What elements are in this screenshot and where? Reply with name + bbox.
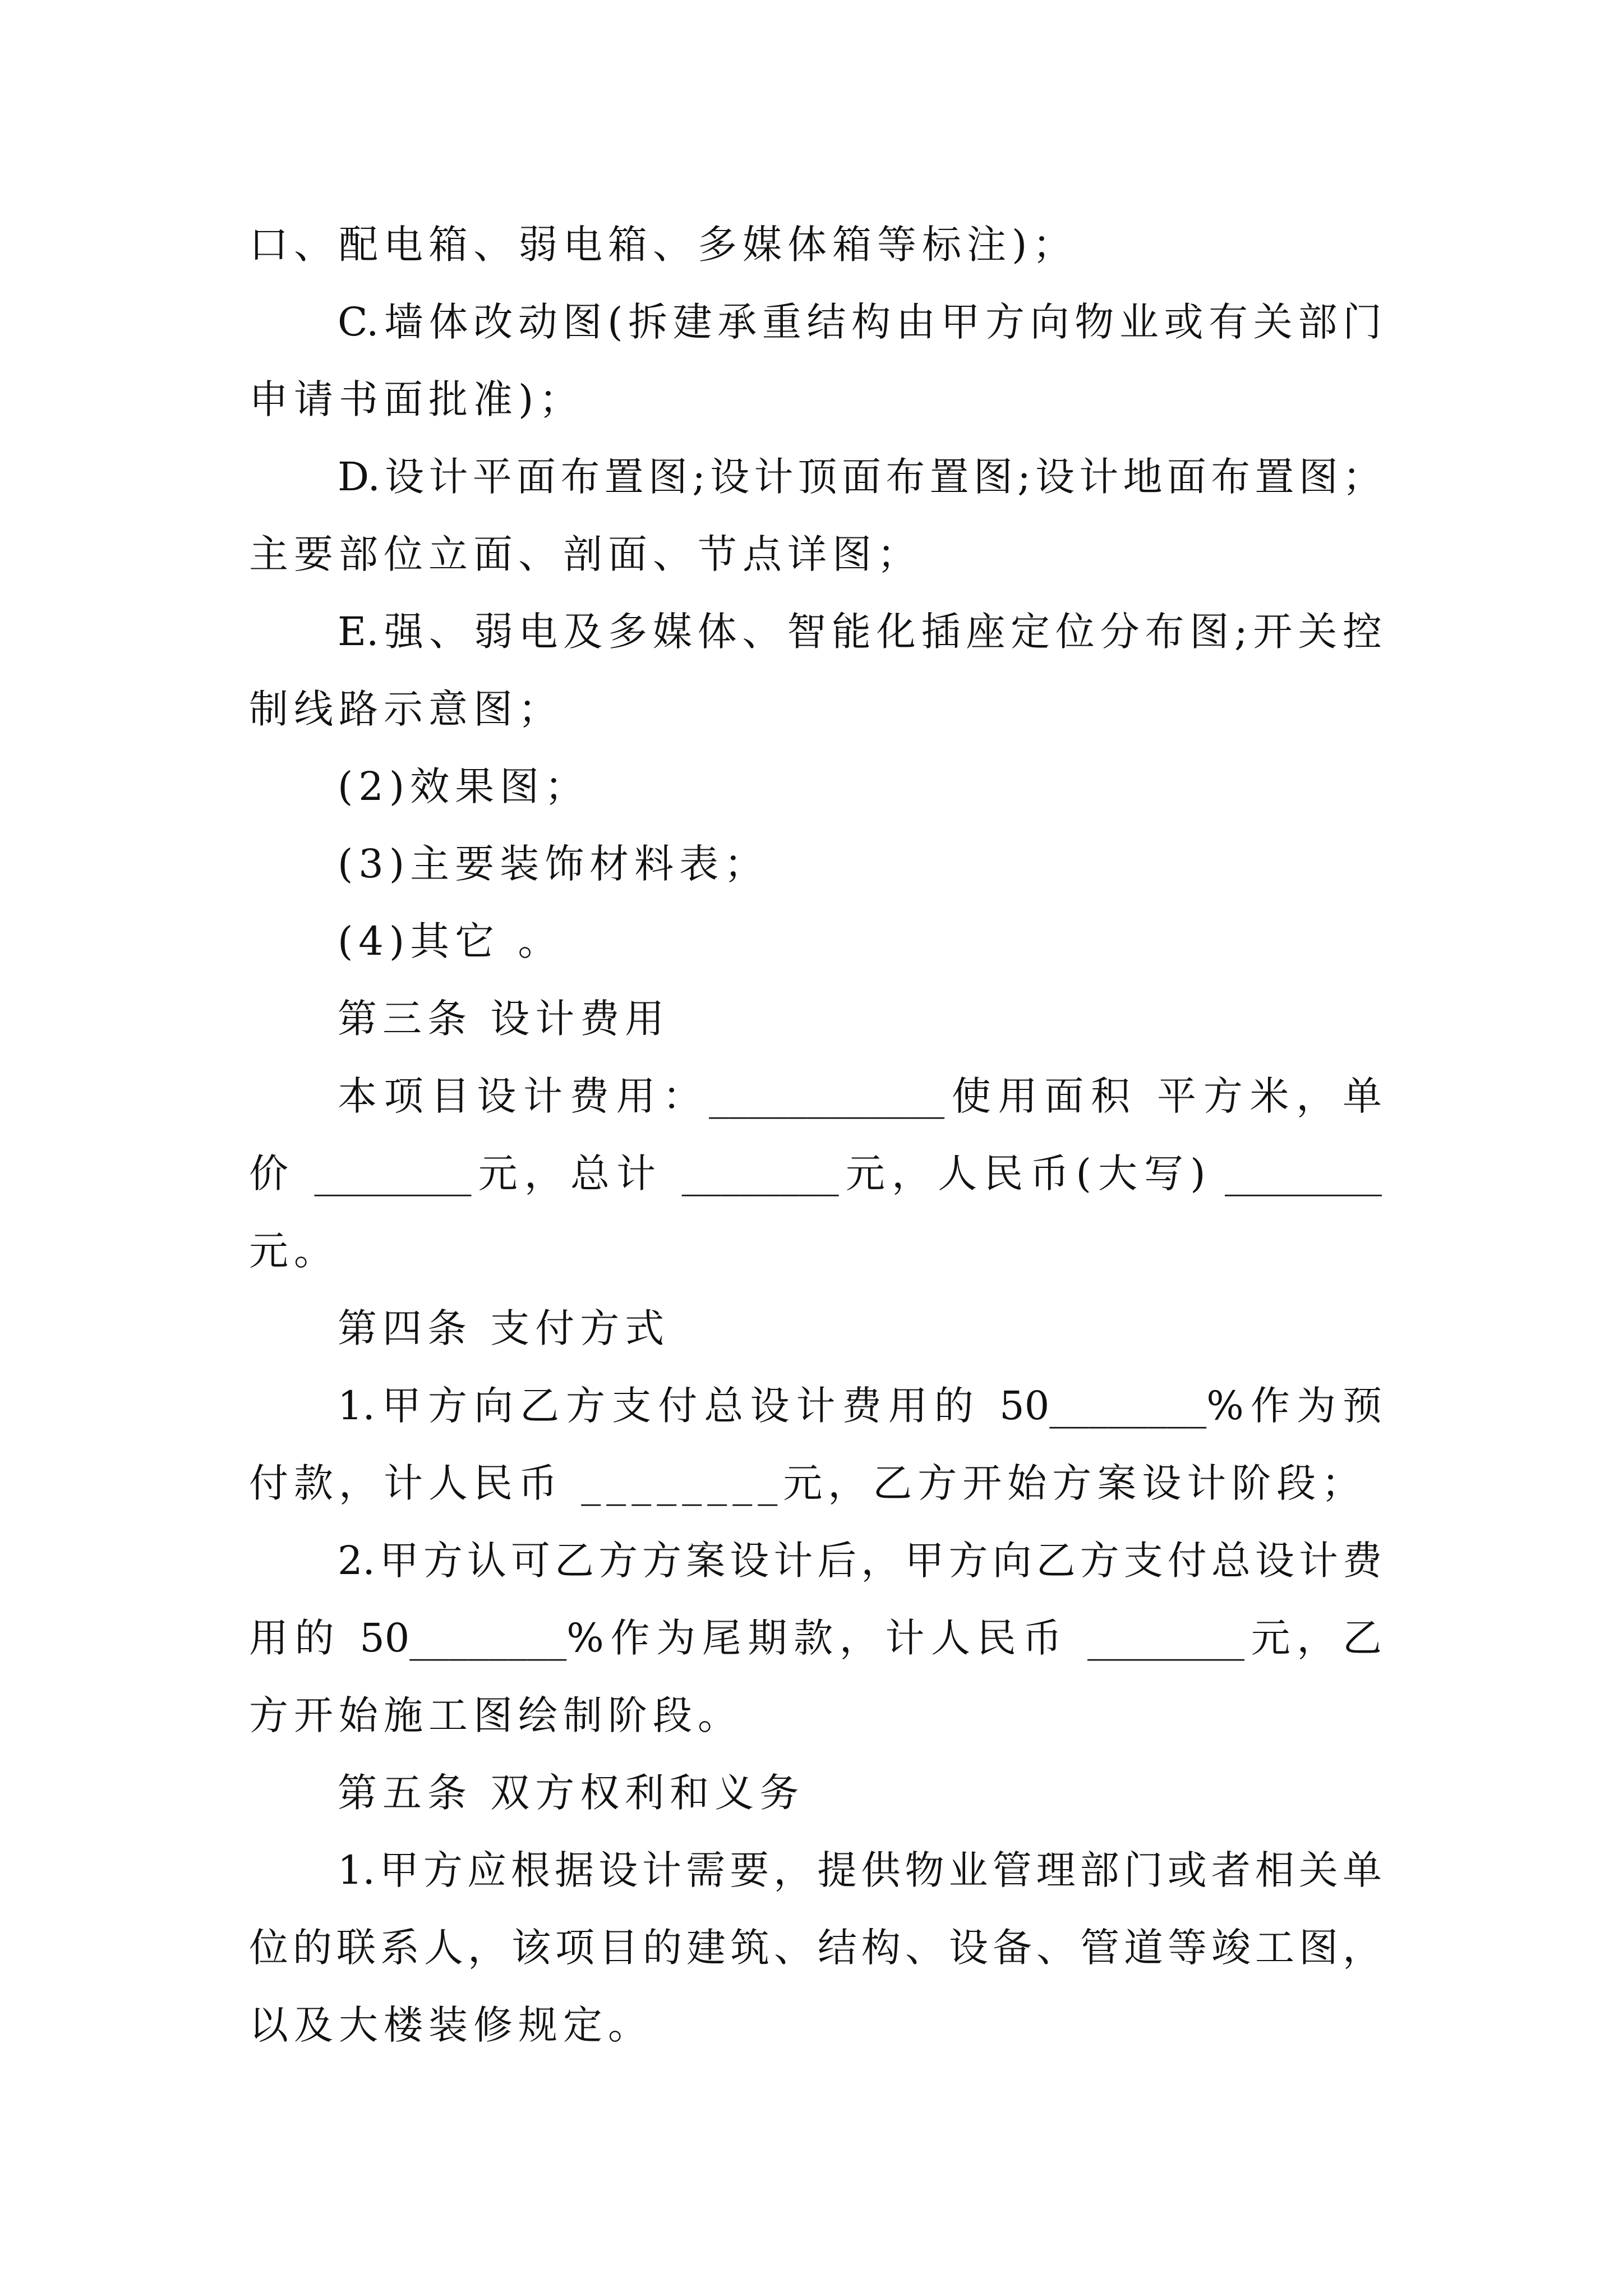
text-line: 1.甲方应根据设计需要，提供物业管理部门或者相关单	[338, 1847, 1382, 1893]
section-heading: 第三条 设计费用	[338, 996, 670, 1042]
section-heading: 第四条 支付方式	[338, 1305, 670, 1351]
text-line: 付款，计人民币 ________元，乙方开始方案设计阶段；	[249, 1460, 1367, 1506]
text-line: 1.甲方向乙方支付总设计费用的 50________%作为预	[338, 1383, 1382, 1429]
text-line: 元。	[249, 1228, 339, 1274]
text-line: 2.甲方认可乙方方案设计后，甲方向乙方支付总设计费	[338, 1538, 1382, 1584]
text-line: 本项目设计费用：____________使用面积 平方米，单	[338, 1073, 1382, 1119]
text-line: D.设计平面布置图;设计顶面布置图;设计地面布置图；	[338, 454, 1382, 500]
text-line: 以及大楼装修规定。	[249, 2002, 653, 2048]
text-line: 口、配电箱、弱电箱、多媒体箱等标注)；	[249, 222, 1078, 268]
text-line: 方开始施工图绘制阶段。	[249, 1692, 743, 1738]
text-line: (3)主要装饰材料表；	[338, 841, 769, 887]
text-line: (4)其它 。	[338, 918, 563, 964]
text-line: 申请书面批准)；	[249, 376, 584, 422]
text-line: 用的 50________%作为尾期款，计人民币 ________元，乙	[249, 1615, 1382, 1661]
text-line: C.墙体改动图(拆建承重结构由甲方向物业或有关部门	[338, 299, 1382, 345]
section-heading: 第五条 双方权利和义务	[338, 1770, 805, 1816]
text-line: 价 ________元，总计 ________元，人民币(大写) ________	[249, 1151, 1382, 1197]
text-line: 主要部位立面、剖面、节点详图；	[249, 531, 922, 577]
text-line: 位的联系人，该项目的建筑、结构、设备、管道等竣工图，	[249, 1925, 1382, 1971]
text-line: (2)效果图；	[338, 763, 590, 809]
text-line: 制线路示意图；	[249, 686, 563, 732]
text-line: E.强、弱电及多媒体、智能化插座定位分布图;开关控	[338, 609, 1382, 655]
